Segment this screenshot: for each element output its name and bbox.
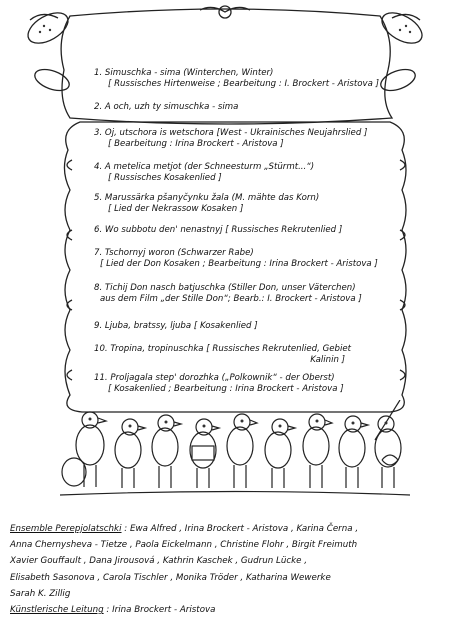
ensemble-line-3: Xavier Gouffault , Dana Jirousová , Kathrin Kaschek , Gudrun Lücke , (10, 556, 308, 567)
ensemble-line-5: Sarah K. Zillig (10, 588, 71, 599)
track-11 (94, 373, 344, 394)
track-title: 2. A och, uzh ty simuschka - sima (94, 102, 239, 112)
track-2 (94, 102, 238, 113)
track-note: [ Lied der Don Kosaken ; Bearbeitung : Irina Brockert - Aristova ] (100, 258, 378, 269)
track-title: 11. Proljagala step' dorozhka („Polkownik“ - der Oberst) (94, 373, 335, 383)
track-5 (94, 193, 319, 214)
track-title: 10. Tropina, tropinuschka [ Russisches Rekrutenlied, Gebiet (94, 344, 352, 354)
track-note: Kalinin ] (310, 354, 346, 365)
track-title: 9. Ljuba, bratssy, ljuba [ Kosakenlied ] (94, 321, 258, 331)
track-title: 6. Wo subbotu den' nenastnyj [ Russisches Rekrutenlied ] (94, 225, 343, 235)
ensemble-label: Ensemble Perepjolatschki (10, 524, 122, 534)
track-note: [ Russisches Hirtenweise ; Bearbeitung : I. Brockert - Aristova ] (108, 78, 379, 89)
ensemble-line-2: Anna Chernysheva - Tietze , Paola Eickelmann , Christine Flohr , Birgit Freimuth (10, 540, 358, 551)
track-7 (94, 248, 378, 269)
track-title: 5. Marussärka pšanyčynku žala (M. mähte das Korn) (94, 193, 320, 203)
track-note: [ Lied der Nekrassow Kosaken ] (108, 203, 244, 214)
track-1 (94, 68, 379, 89)
track-title: 3. Oj, utschora is wetschora [West - Ukrainisches Neujahrslied ] (94, 128, 368, 138)
track-title: 7. Tschornyj woron (Schwarzer Rabe) (94, 248, 254, 258)
ensemble-members: : Ewa Alfred , Irina Brockert - Aristova , Karina Černa , (124, 524, 359, 534)
track-4 (94, 162, 314, 183)
ensemble-line-4: Elisabeth Sasonova , Carola Tischler , Monika Tröder , Katharina Wewerke (10, 572, 331, 583)
track-note: [ Bearbeitung : Irina Brockert - Aristova ] (108, 138, 284, 149)
track-9 (94, 321, 258, 332)
track-6 (94, 225, 342, 236)
track-note: [ Kosakenlied ; Bearbeitung : Irina Brockert - Aristova ] (108, 383, 344, 394)
leitung-name: : Irina Brockert - Aristova (106, 605, 216, 616)
track-note: [ Russisches Kosakenlied ] (108, 172, 222, 183)
track-3 (94, 128, 367, 149)
track-8 (94, 283, 362, 304)
leitung-label: Künstlerische Leitung (10, 605, 104, 616)
bird-choir-illustration (60, 400, 410, 510)
ensemble-line-1 (10, 521, 444, 537)
track-title: 1. Simuschka - sima (Winterchen, Winter) (94, 68, 274, 78)
track-title: 4. A metelica metjot (der Schneesturm „Stürmt...“) (94, 162, 315, 172)
leitung-line (10, 602, 444, 618)
track-note: aus dem Film „der Stille Don“; Bearb.: I. Brockert - Aristova ] (100, 293, 362, 304)
track-title: 8. Tichij Don nasch batjuschka (Stiller Don, unser Väterchen) (94, 283, 356, 293)
track-10 (94, 344, 351, 365)
credits (10, 521, 444, 618)
